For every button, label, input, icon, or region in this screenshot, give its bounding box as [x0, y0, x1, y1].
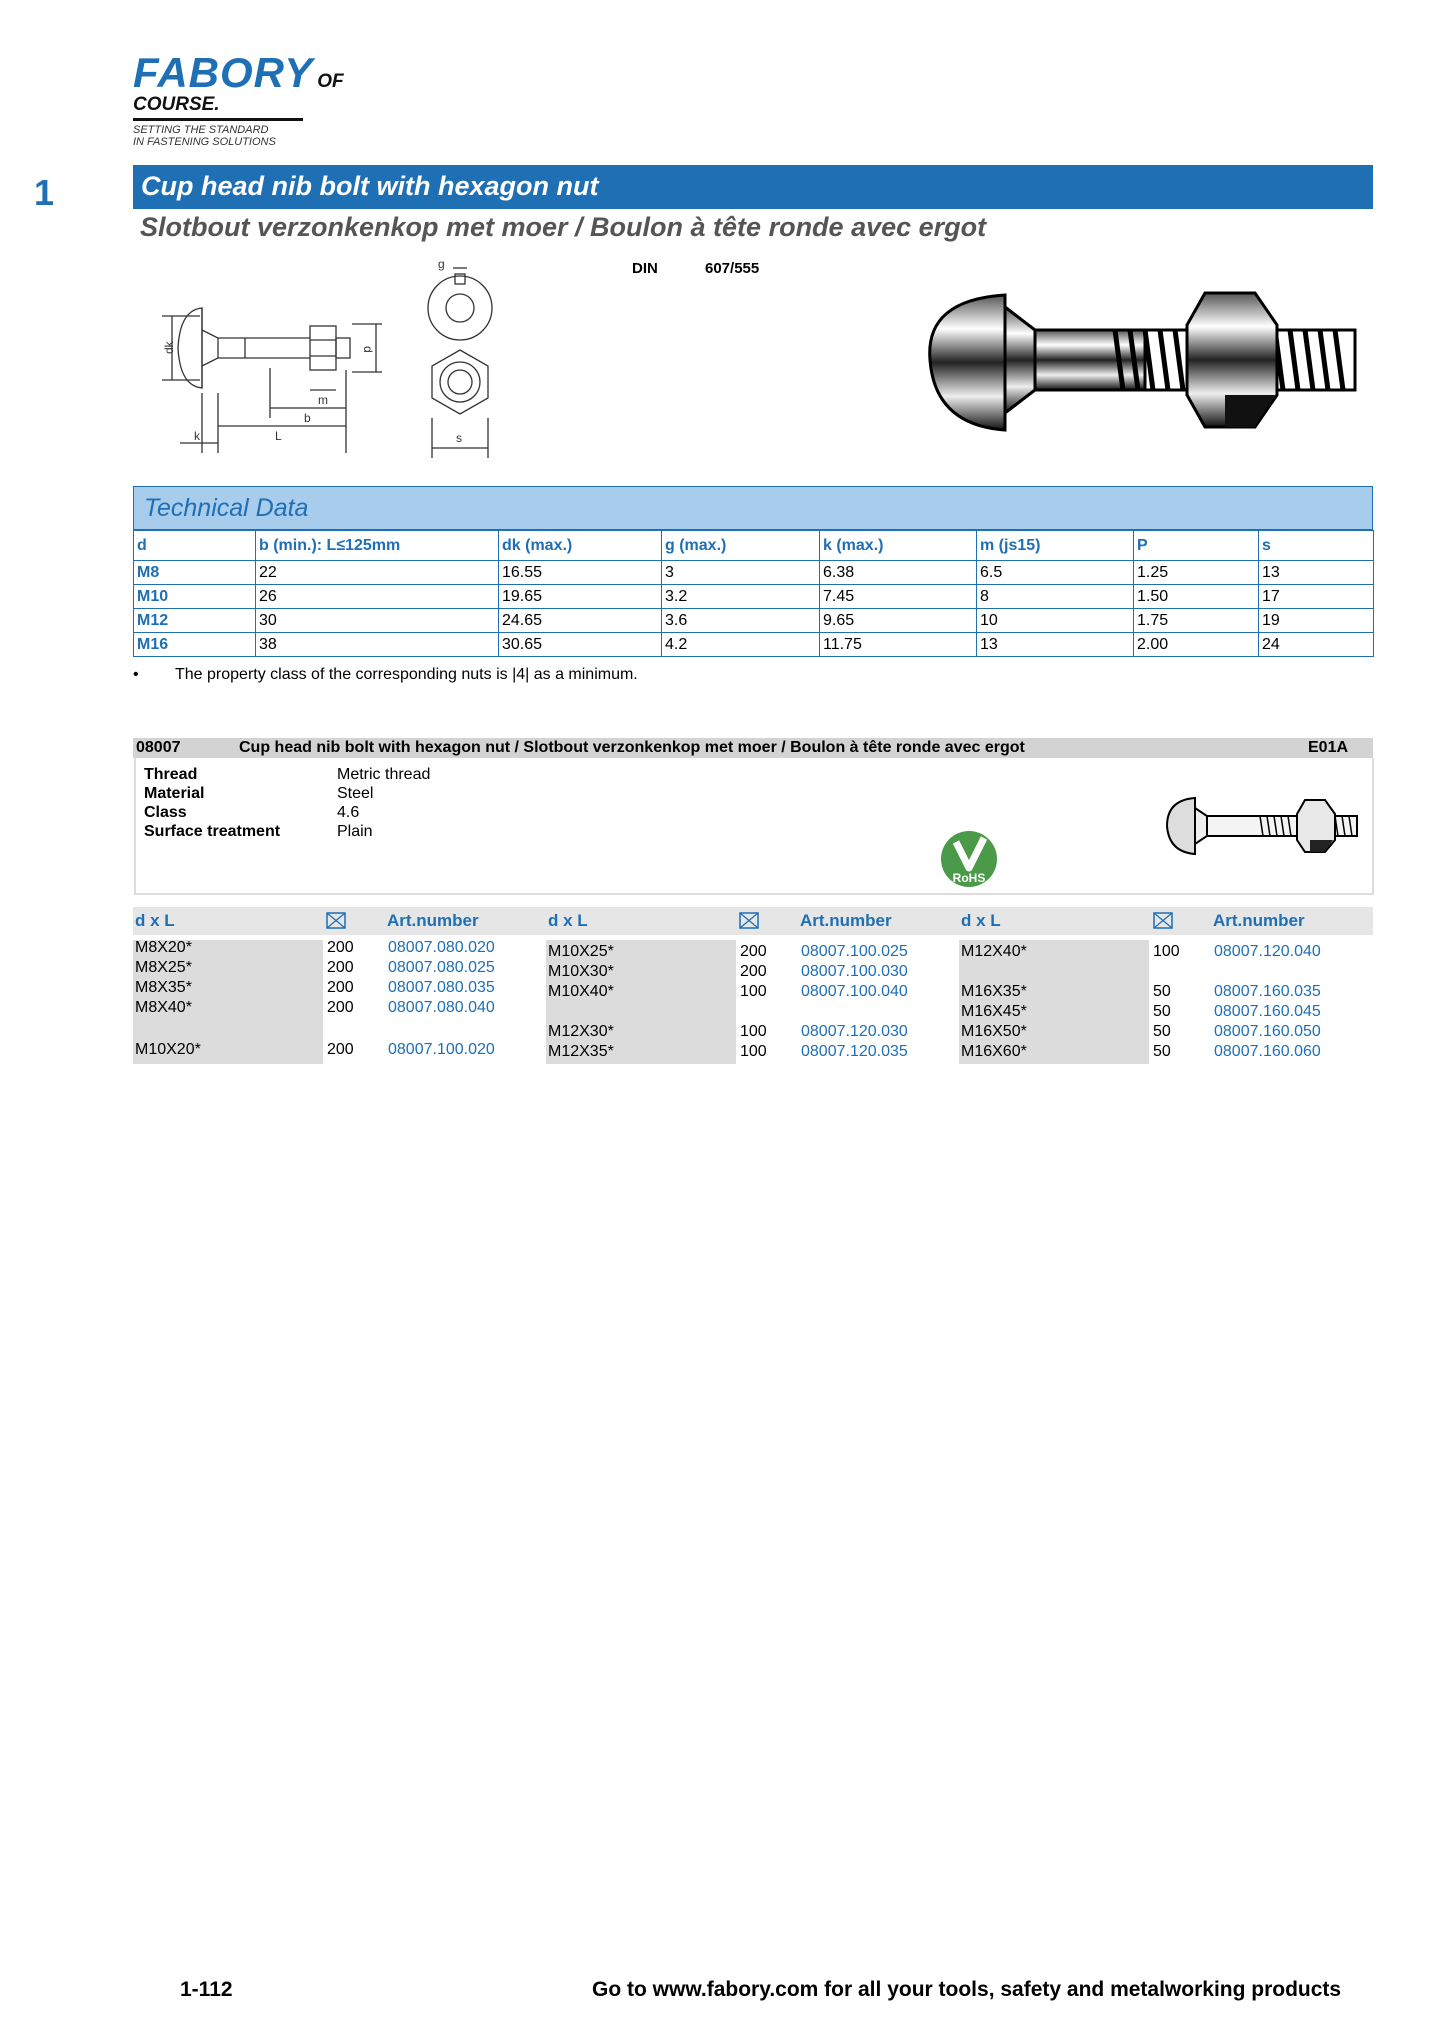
- note-text: The property class of the corresponding nuts is |4| as a minimum.: [175, 666, 638, 683]
- order-article-number[interactable]: 08007.100.020: [388, 1041, 495, 1058]
- table-cell: 24: [1259, 633, 1374, 657]
- order-size: M8X35*: [135, 979, 192, 996]
- column-header: d: [134, 531, 256, 561]
- order-quantity: 200: [327, 959, 354, 976]
- page-number: 1-112: [180, 1978, 233, 2001]
- order-article-number[interactable]: 08007.160.050: [1214, 1023, 1321, 1040]
- order-article-number[interactable]: 08007.100.040: [801, 983, 908, 1000]
- table-cell: M16: [134, 633, 256, 657]
- table-cell: 17: [1259, 585, 1374, 609]
- order-article-number[interactable]: 08007.100.025: [801, 943, 908, 960]
- table-cell: 1.75: [1134, 609, 1259, 633]
- order-article-number[interactable]: 08007.120.030: [801, 1023, 908, 1040]
- table-cell: 30.65: [499, 633, 662, 657]
- technical-data-title: Technical Data: [144, 494, 309, 522]
- col-header-art: Art.number: [800, 911, 892, 930]
- col-header-dxl: d x L: [961, 911, 1001, 930]
- order-quantity: 50: [1153, 1043, 1171, 1060]
- column-header: dk (max.): [499, 531, 662, 561]
- property-value: Metric thread: [337, 766, 431, 783]
- order-article-number[interactable]: 08007.160.035: [1214, 983, 1321, 1000]
- logo-tagline-2: IN FASTENING SOLUTIONS: [133, 136, 276, 148]
- table-cell: 3.2: [662, 585, 820, 609]
- label-g: g: [438, 258, 445, 271]
- table-cell: 3.6: [662, 609, 820, 633]
- order-quantity: 200: [740, 963, 767, 980]
- table-row: [134, 609, 1374, 633]
- mini-bolt-image: [1165, 790, 1360, 860]
- order-size: M12X35*: [548, 1043, 614, 1060]
- chapter-number: 1: [34, 172, 55, 213]
- logo-slogan: OF COURSE.: [133, 71, 344, 115]
- order-size: M8X25*: [135, 959, 192, 976]
- envelope-icon: [739, 912, 759, 929]
- order-size: M16X60*: [961, 1043, 1027, 1060]
- label-m: m: [318, 393, 328, 407]
- table-cell: 16.55: [499, 561, 662, 585]
- bullet: •: [133, 666, 139, 683]
- page-title: Cup head nib bolt with hexagon nut: [141, 171, 599, 201]
- rohs-label: RoHS: [952, 871, 986, 885]
- page-subtitle: Slotbout verzonkenkop met moer / Boulon à tête ronde avec ergot: [140, 212, 987, 242]
- envelope-icon: [326, 912, 346, 929]
- order-size: M16X50*: [961, 1023, 1027, 1040]
- property-value: Steel: [337, 785, 374, 802]
- order-article-number[interactable]: 08007.080.025: [388, 959, 495, 976]
- order-size: M12X30*: [548, 1023, 614, 1040]
- property-class-note: [133, 666, 638, 684]
- order-size: M16X35*: [961, 983, 1027, 1000]
- order-quantity: 100: [740, 1043, 767, 1060]
- din-label: DIN: [632, 260, 658, 277]
- article-ecode: E01A: [1308, 739, 1349, 756]
- label-dk: dk: [162, 341, 176, 354]
- logo-tagline-1: SETTING THE STANDARD: [133, 124, 269, 136]
- order-size: M10X30*: [548, 963, 614, 980]
- din-value: 607/555: [705, 260, 760, 277]
- property-label: Material: [144, 785, 205, 802]
- fabory-logo: [133, 49, 433, 148]
- table-cell: 24.65: [499, 609, 662, 633]
- footer-text: Go to www.fabory.com for all your tools, safety and metalworking products: [592, 1978, 1342, 2001]
- order-quantity: 50: [1153, 1003, 1171, 1020]
- order-quantity: 200: [327, 939, 354, 956]
- table-cell: 10: [977, 609, 1134, 633]
- col-header-art: Art.number: [1213, 911, 1305, 930]
- order-article-number[interactable]: 08007.120.035: [801, 1043, 908, 1060]
- order-article-number[interactable]: 08007.080.020: [388, 939, 495, 956]
- order-size: M10X20*: [135, 1041, 201, 1058]
- logo-wordmark: FABORY: [133, 49, 314, 96]
- table-cell: 1.50: [1134, 585, 1259, 609]
- title-bar: [133, 165, 1373, 209]
- order-article-number[interactable]: 08007.160.060: [1214, 1043, 1321, 1060]
- table-cell: 19.65: [499, 585, 662, 609]
- technical-data-header: [133, 486, 1373, 530]
- table-cell: 11.75: [820, 633, 977, 657]
- article-code: 08007: [136, 739, 181, 756]
- table-cell: 19: [1259, 609, 1374, 633]
- table-cell: M8: [134, 561, 256, 585]
- table-row: [134, 585, 1374, 609]
- order-quantity: 200: [327, 979, 354, 996]
- label-L: L: [275, 429, 282, 443]
- order-article-number[interactable]: 08007.100.030: [801, 963, 908, 980]
- table-cell: 1.25: [1134, 561, 1259, 585]
- order-article-number[interactable]: 08007.120.040: [1214, 943, 1321, 960]
- property-value: Plain: [337, 823, 373, 840]
- table-cell: 26: [256, 585, 499, 609]
- technical-data-table: [133, 530, 1374, 657]
- order-quantity: 200: [327, 1041, 354, 1058]
- label-k: k: [194, 429, 200, 443]
- col-header-dxl: d x L: [135, 911, 175, 930]
- col-header-dxl: d x L: [548, 911, 588, 930]
- order-size: M8X40*: [135, 999, 192, 1016]
- order-size: M12X40*: [961, 943, 1027, 960]
- property-label: Class: [144, 804, 187, 821]
- table-cell: 30: [256, 609, 499, 633]
- envelope-icon: [1153, 912, 1173, 929]
- order-quantity: 100: [740, 983, 767, 1000]
- column-header: s: [1259, 531, 1374, 561]
- property-label: Surface treatment: [144, 823, 281, 840]
- column-header: b (min.): L≤125mm: [256, 531, 499, 561]
- table-row: [134, 561, 1374, 585]
- bolt-photo: [925, 285, 1365, 435]
- order-table-header: [133, 907, 1373, 935]
- table-row: [134, 633, 1374, 657]
- column-header: P: [1134, 531, 1259, 561]
- order-size: M10X25*: [548, 943, 614, 960]
- logo-rule: [133, 118, 303, 121]
- table-cell: 38: [256, 633, 499, 657]
- table-cell: M12: [134, 609, 256, 633]
- table-cell: 13: [977, 633, 1134, 657]
- table-cell: 13: [1259, 561, 1374, 585]
- label-b: b: [304, 411, 311, 425]
- column-header: m (js15): [977, 531, 1134, 561]
- order-article-number[interactable]: 08007.080.035: [388, 979, 495, 996]
- order-quantity: 200: [740, 943, 767, 960]
- order-article-number[interactable]: 08007.080.040: [388, 999, 495, 1016]
- table-cell: 9.65: [820, 609, 977, 633]
- order-article-number[interactable]: 08007.160.045: [1214, 1003, 1321, 1020]
- table-cell: 3: [662, 561, 820, 585]
- property-label: Thread: [144, 766, 198, 783]
- table-cell: 6.5: [977, 561, 1134, 585]
- column-header: k (max.): [820, 531, 977, 561]
- order-quantity: 50: [1153, 983, 1171, 1000]
- table-cell: 7.45: [820, 585, 977, 609]
- rohs-badge: [940, 830, 998, 888]
- property-value: 4.6: [337, 804, 360, 821]
- article-bar: [133, 738, 1373, 758]
- order-quantity: 200: [327, 999, 354, 1016]
- label-d: d: [361, 346, 375, 353]
- order-size: M8X20*: [135, 939, 192, 956]
- order-quantity: 100: [1153, 943, 1180, 960]
- table-cell: 8: [977, 585, 1134, 609]
- technical-drawing: [160, 258, 510, 463]
- column-header: g (max.): [662, 531, 820, 561]
- table-cell: M10: [134, 585, 256, 609]
- order-size: M16X45*: [961, 1003, 1027, 1020]
- col-header-art: Art.number: [387, 911, 479, 930]
- article-description: Cup head nib bolt with hexagon nut / Slotbout verzonkenkop met moer / Boulon à tête ronde avec ergot: [239, 739, 1025, 756]
- table-cell: 2.00: [1134, 633, 1259, 657]
- table-cell: 22: [256, 561, 499, 585]
- label-s: s: [456, 431, 462, 445]
- table-header-row: [134, 531, 1374, 561]
- table-cell: 4.2: [662, 633, 820, 657]
- order-size: M10X40*: [548, 983, 614, 1000]
- order-quantity: 100: [740, 1023, 767, 1040]
- order-quantity: 50: [1153, 1023, 1171, 1040]
- table-cell: 6.38: [820, 561, 977, 585]
